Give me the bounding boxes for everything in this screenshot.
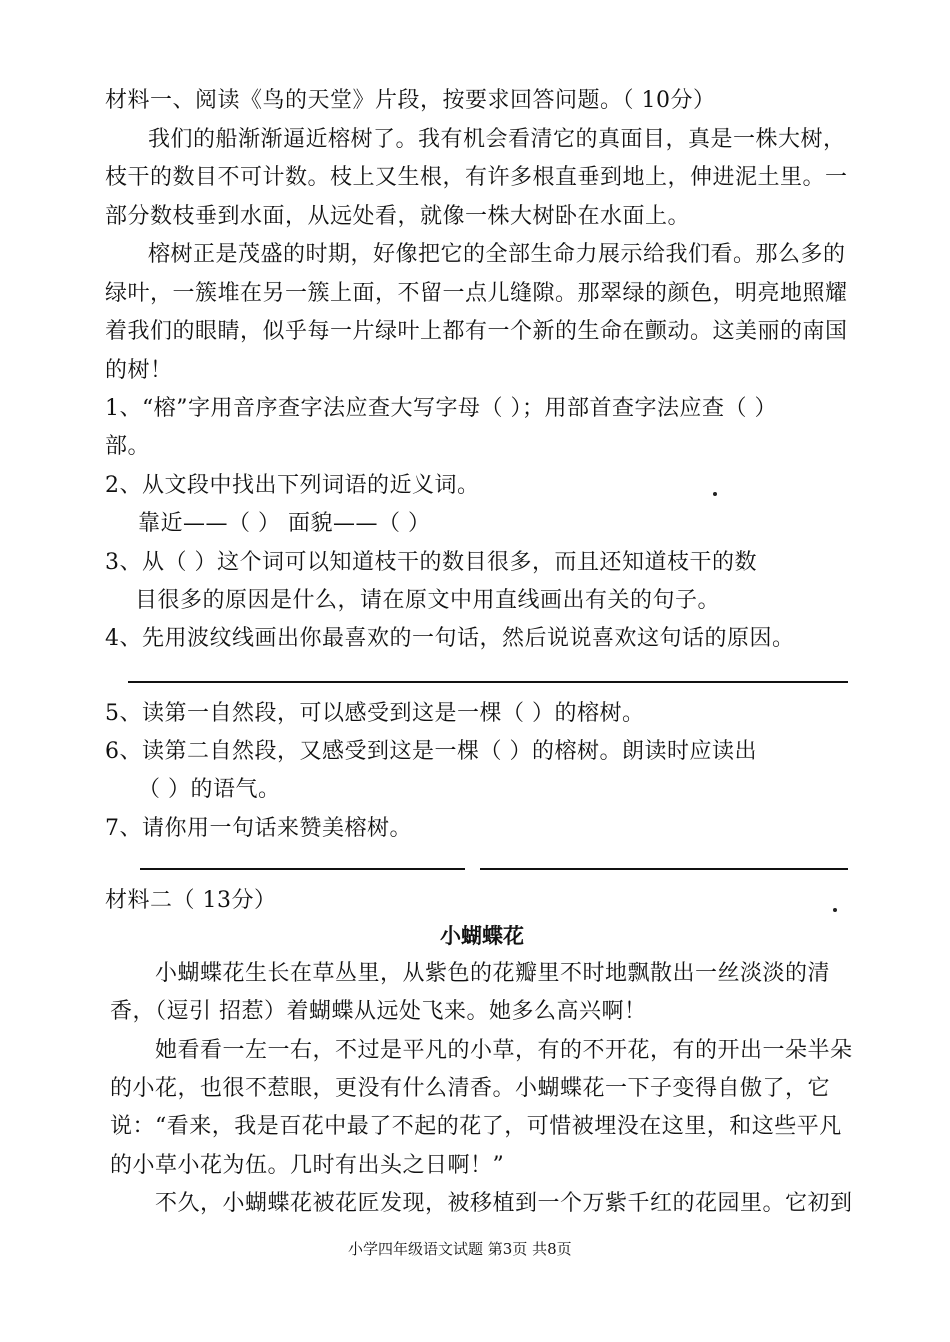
passage2-line: 小蝴蝶花生长在草丛里，从紫色的花瓣里不时地飘散出一丝淡淡的清 <box>155 961 831 986</box>
passage2-line: 说：“看来，我是百花中最了不起的花了，可惜被埋没在这里，和这些平凡 <box>110 1114 842 1139</box>
passage1-line: 榕树正是茂盛的时期，好像把它的全部生命力展示给我们看。那么多的 <box>148 242 846 267</box>
answer-line <box>128 681 848 683</box>
scan-speck <box>833 908 837 912</box>
passage2-line: 的小花，也很不惹眼，更没有什么清香。小蝴蝶花一下子变得自傲了，它 <box>110 1076 831 1101</box>
scan-speck <box>713 492 717 496</box>
answer-line <box>140 868 465 870</box>
question-3-cont: 目很多的原因是什么，请在原文中用直线画出有关的句子。 <box>135 588 721 613</box>
passage1-line: 我们的船渐渐逼近榕树了。我有机会看清它的真面目，真是一株大树， <box>148 127 846 152</box>
passage1-line: 绿叶，一簇堆在另一簇上面，不留一点儿缝隙。那翠绿的颜色，明亮地照耀 <box>105 281 848 306</box>
question-6-cont: （ ）的语气。 <box>138 777 281 802</box>
question-4: 4、先用波纹线画出你最喜欢的一句话，然后说说喜欢这句话的原因。 <box>105 626 795 651</box>
passage1-line: 部分数枝垂到水面，从远处看，就像一株大树卧在水面上。 <box>105 204 691 229</box>
question-6: 6、读第二自然段，又感受到这是一棵（ ）的榕树。朗读时应读出 <box>105 739 757 764</box>
question-1-cont: 部。 <box>105 434 151 459</box>
passage2-line: 的小草小花为伍。几时有出头之日啊！” <box>110 1153 505 1178</box>
passage1-line: 着我们的眼睛，似乎每一片绿叶上都有一个新的生命在颤动。这美丽的南国 <box>105 319 848 344</box>
passage2-line: 不久，小蝴蝶花被花匠发现，被移植到一个万紫千红的花园里。它初到 <box>155 1191 853 1216</box>
story-title: 小蝴蝶花 <box>440 923 524 948</box>
question-3: 3、从（ ）这个词可以知道枝干的数目很多，而且还知道枝干的数 <box>105 550 757 575</box>
question-2: 2、从文段中找出下列词语的近义词。 <box>105 473 480 498</box>
question-2-blanks: 靠近——（ ） 面貌——（ ） <box>138 511 431 536</box>
material2-heading: 材料二（ 13分） <box>105 888 277 913</box>
answer-line <box>480 868 848 870</box>
material1-heading: 材料一、阅读《鸟的天堂》片段，按要求回答问题。（ 10分） <box>105 88 716 113</box>
question-5: 5、读第一自然段，可以感受到这是一棵（ ）的榕树。 <box>105 701 645 726</box>
question-1: 1、“榕”字用音序查字法应查大写字母（ ）；用部首查字法应查（ ） <box>105 396 777 421</box>
question-7: 7、请你用一句话来赞美榕树。 <box>105 816 412 841</box>
passage1-line: 的树！ <box>105 358 173 383</box>
passage2-line: 她看看一左一右，不过是平凡的小草，有的不开花，有的开出一朵半朵 <box>155 1038 853 1063</box>
page-footer: 小学四年级语文试题 第3页 共8页 <box>348 1240 572 1258</box>
passage1-line: 枝干的数目不可计数。枝上又生根，有许多根直垂到地上，伸进泥土里。一 <box>105 165 848 190</box>
passage2-line: 香，（逗引 招惹）着蝴蝶从远处飞来。她多么高兴啊！ <box>110 999 647 1024</box>
